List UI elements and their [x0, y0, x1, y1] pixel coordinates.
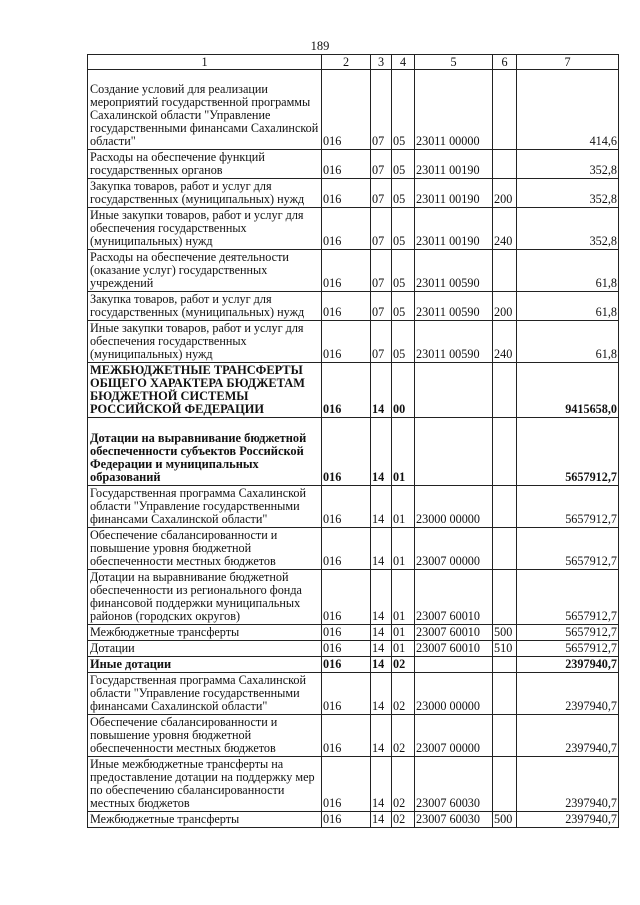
ministry-code-cell: 016: [322, 757, 371, 812]
target-code-cell: 23000 00000: [415, 486, 493, 528]
section-code-cell: 07: [371, 150, 392, 179]
table-row: [88, 528, 619, 570]
expense-type-cell: 510: [493, 641, 517, 657]
amount-cell: 2397940,7: [517, 673, 619, 715]
ministry-code-cell: 016: [322, 418, 371, 486]
subsection-code-cell: 05: [392, 292, 415, 321]
subsection-code-cell: 00: [392, 363, 415, 418]
target-code-cell: 23011 00190: [415, 179, 493, 208]
target-code-cell: [415, 418, 493, 486]
target-code-cell: [415, 657, 493, 673]
target-code-cell: 23007 60030: [415, 757, 493, 812]
amount-cell: 352,8: [517, 208, 619, 250]
amount-cell: 5657912,7: [517, 486, 619, 528]
table-row: [88, 570, 619, 625]
target-code-cell: 23007 00000: [415, 715, 493, 757]
target-code-cell: 23007 60010: [415, 641, 493, 657]
expense-type-cell: [493, 757, 517, 812]
expense-type-cell: [493, 150, 517, 179]
target-code-cell: 23007 60010: [415, 570, 493, 625]
amount-cell: 2397940,7: [517, 757, 619, 812]
expense-type-cell: 200: [493, 292, 517, 321]
subsection-code-cell: 01: [392, 641, 415, 657]
subsection-code-cell: 02: [392, 657, 415, 673]
column-header: 4: [392, 55, 415, 70]
expense-type-cell: [493, 528, 517, 570]
row-name-cell: Межбюджетные трансферты: [88, 625, 322, 641]
row-name-cell: Обеспечение сбалансированности и повышение уровня бюджетной обеспеченности местных бюджетов: [88, 528, 322, 570]
table-row: [88, 179, 619, 208]
column-header: 3: [371, 55, 392, 70]
subsection-code-cell: 02: [392, 715, 415, 757]
amount-cell: 2397940,7: [517, 657, 619, 673]
ministry-code-cell: 016: [322, 208, 371, 250]
amount-cell: 352,8: [517, 150, 619, 179]
section-code-cell: 14: [371, 418, 392, 486]
section-code-cell: 14: [371, 757, 392, 812]
ministry-code-cell: 016: [322, 715, 371, 757]
subsection-code-cell: 02: [392, 757, 415, 812]
amount-cell: 5657912,7: [517, 418, 619, 486]
ministry-code-cell: 016: [322, 321, 371, 363]
ministry-code-cell: 016: [322, 570, 371, 625]
page-number: 189: [310, 39, 330, 53]
section-code-cell: 14: [371, 673, 392, 715]
table-row: [88, 486, 619, 528]
row-name-cell: Дотации: [88, 641, 322, 657]
section-code-cell: 07: [371, 208, 392, 250]
target-code-cell: 23007 60030: [415, 812, 493, 828]
amount-cell: 9415658,0: [517, 363, 619, 418]
section-code-cell: 07: [371, 321, 392, 363]
subsection-code-cell: 05: [392, 321, 415, 363]
amount-cell: 61,8: [517, 292, 619, 321]
expense-type-cell: [493, 570, 517, 625]
row-name-cell: Государственная программа Сахалинской области "Управление государственными финансами Сахалинской области": [88, 486, 322, 528]
section-code-cell: 07: [371, 250, 392, 292]
subsection-code-cell: 02: [392, 812, 415, 828]
subsection-code-cell: 01: [392, 528, 415, 570]
ministry-code-cell: 016: [322, 812, 371, 828]
table-row: [88, 812, 619, 828]
expense-type-cell: [493, 486, 517, 528]
target-code-cell: 23007 00000: [415, 528, 493, 570]
expense-type-cell: [493, 715, 517, 757]
row-name-cell: Обеспечение сбалансированности и повышение уровня бюджетной обеспеченности местных бюджетов: [88, 715, 322, 757]
subsection-code-cell: 05: [392, 150, 415, 179]
expense-type-cell: [493, 673, 517, 715]
expense-type-cell: 240: [493, 321, 517, 363]
amount-cell: 2397940,7: [517, 715, 619, 757]
ministry-code-cell: 016: [322, 486, 371, 528]
target-code-cell: 23011 00190: [415, 208, 493, 250]
row-name-cell: Дотации на выравнивание бюджетной обеспеченности из регионального фонда финансовой поддержки муниципальных районов (городских округов): [88, 570, 322, 625]
section-code-cell: 14: [371, 486, 392, 528]
column-header: 6: [493, 55, 517, 70]
row-name-cell: Иные закупки товаров, работ и услуг для обеспечения государственных (муниципальных) нужд: [88, 321, 322, 363]
table-row: [88, 657, 619, 673]
subsection-code-cell: 01: [392, 418, 415, 486]
amount-cell: 5657912,7: [517, 528, 619, 570]
section-code-cell: 14: [371, 625, 392, 641]
table-row: [88, 250, 619, 292]
section-code-cell: 14: [371, 715, 392, 757]
subsection-code-cell: 01: [392, 486, 415, 528]
target-code-cell: 23011 00190: [415, 150, 493, 179]
subsection-code-cell: 05: [392, 208, 415, 250]
row-name-cell: МЕЖБЮДЖЕТНЫЕ ТРАНСФЕРТЫ ОБЩЕГО ХАРАКТЕРА БЮДЖЕТАМ БЮДЖЕТНОЙ СИСТЕМЫ РОССИЙСКОЙ ФЕДЕРАЦИИ: [88, 363, 322, 418]
section-code-cell: 14: [371, 657, 392, 673]
row-name-cell: Расходы на обеспечение функций государственных органов: [88, 150, 322, 179]
table-header-row: [88, 55, 619, 70]
ministry-code-cell: 016: [322, 292, 371, 321]
ministry-code-cell: 016: [322, 528, 371, 570]
amount-cell: 61,8: [517, 250, 619, 292]
expense-type-cell: [493, 250, 517, 292]
target-code-cell: 23011 00000: [415, 70, 493, 150]
section-code-cell: 07: [371, 292, 392, 321]
column-header: 2: [322, 55, 371, 70]
row-name-cell: Дотации на выравнивание бюджетной обеспеченности субъектов Российской Федерации и муниципальных образований: [88, 418, 322, 486]
ministry-code-cell: 016: [322, 657, 371, 673]
ministry-code-cell: 016: [322, 363, 371, 418]
row-name-cell: Межбюджетные трансферты: [88, 812, 322, 828]
ministry-code-cell: 016: [322, 150, 371, 179]
subsection-code-cell: 01: [392, 570, 415, 625]
amount-cell: 61,8: [517, 321, 619, 363]
expense-type-cell: 200: [493, 179, 517, 208]
table-row: [88, 418, 619, 486]
ministry-code-cell: 016: [322, 70, 371, 150]
table-row: [88, 321, 619, 363]
amount-cell: 5657912,7: [517, 570, 619, 625]
section-code-cell: 14: [371, 528, 392, 570]
expense-type-cell: 500: [493, 812, 517, 828]
table-row: [88, 208, 619, 250]
table-row: [88, 70, 619, 150]
row-name-cell: Иные межбюджетные трансферты на предоставление дотации на поддержку мер по обеспечению сбалансированности местных бюджетов: [88, 757, 322, 812]
subsection-code-cell: 05: [392, 70, 415, 150]
table-row: [88, 715, 619, 757]
subsection-code-cell: 05: [392, 250, 415, 292]
amount-cell: 414,6: [517, 70, 619, 150]
table-row: [88, 757, 619, 812]
row-name-cell: Государственная программа Сахалинской области "Управление государственными финансами Сахалинской области": [88, 673, 322, 715]
expense-type-cell: [493, 418, 517, 486]
row-name-cell: Создание условий для реализации мероприятий государственной программы Сахалинской области "Управление государственными финансами Сахалинской области": [88, 70, 322, 150]
target-code-cell: 23000 00000: [415, 673, 493, 715]
subsection-code-cell: 01: [392, 625, 415, 641]
amount-cell: 5657912,7: [517, 625, 619, 641]
amount-cell: 352,8: [517, 179, 619, 208]
row-name-cell: Иные закупки товаров, работ и услуг для обеспечения государственных (муниципальных) нужд: [88, 208, 322, 250]
subsection-code-cell: 02: [392, 673, 415, 715]
row-name-cell: Закупка товаров, работ и услуг для государственных (муниципальных) нужд: [88, 179, 322, 208]
table-row: [88, 363, 619, 418]
section-code-cell: 14: [371, 641, 392, 657]
column-header: 5: [415, 55, 493, 70]
row-name-cell: Расходы на обеспечение деятельности (оказание услуг) государственных учреждений: [88, 250, 322, 292]
amount-cell: 5657912,7: [517, 641, 619, 657]
table-row: [88, 150, 619, 179]
table-row: [88, 625, 619, 641]
column-header: 7: [517, 55, 619, 70]
target-code-cell: 23011 00590: [415, 321, 493, 363]
expense-type-cell: [493, 657, 517, 673]
column-header: 1: [88, 55, 322, 70]
expense-type-cell: 240: [493, 208, 517, 250]
section-code-cell: 14: [371, 570, 392, 625]
target-code-cell: [415, 363, 493, 418]
ministry-code-cell: 016: [322, 641, 371, 657]
table-row: [88, 673, 619, 715]
row-name-cell: Иные дотации: [88, 657, 322, 673]
section-code-cell: 14: [371, 812, 392, 828]
section-code-cell: 07: [371, 70, 392, 150]
ministry-code-cell: 016: [322, 179, 371, 208]
expense-type-cell: [493, 70, 517, 150]
target-code-cell: 23011 00590: [415, 250, 493, 292]
amount-cell: 2397940,7: [517, 812, 619, 828]
subsection-code-cell: 05: [392, 179, 415, 208]
section-code-cell: 07: [371, 179, 392, 208]
target-code-cell: 23011 00590: [415, 292, 493, 321]
table-row: [88, 641, 619, 657]
row-name-cell: Закупка товаров, работ и услуг для государственных (муниципальных) нужд: [88, 292, 322, 321]
table-row: [88, 292, 619, 321]
ministry-code-cell: 016: [322, 250, 371, 292]
target-code-cell: 23007 60010: [415, 625, 493, 641]
ministry-code-cell: 016: [322, 625, 371, 641]
section-code-cell: 14: [371, 363, 392, 418]
ministry-code-cell: 016: [322, 673, 371, 715]
budget-table: [87, 54, 619, 828]
expense-type-cell: [493, 363, 517, 418]
expense-type-cell: 500: [493, 625, 517, 641]
